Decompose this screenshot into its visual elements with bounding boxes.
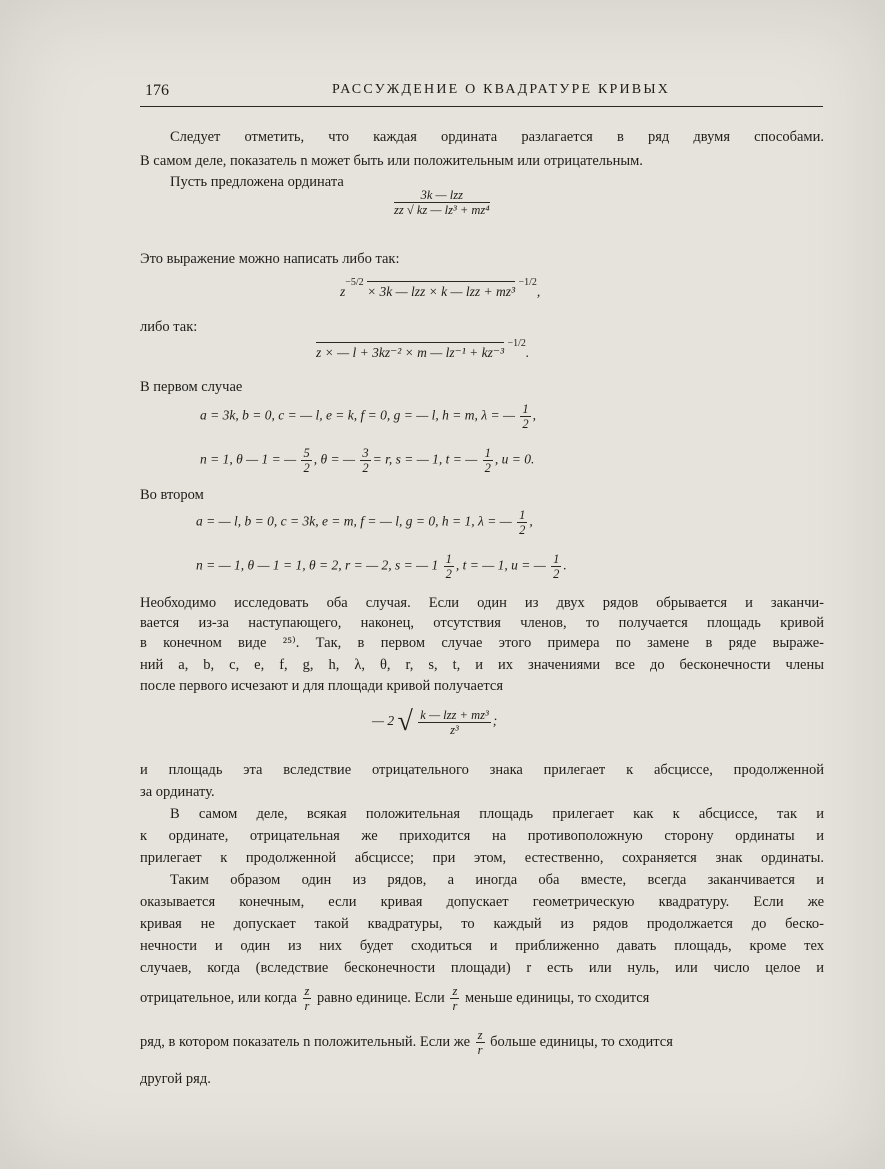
text-line: и площадь эта вследствие отрицательного знака прилегает к абсциссе, продолженной	[140, 762, 824, 778]
fraction: $\frac{3}{2}$	[362, 446, 369, 475]
header-rule	[140, 106, 823, 107]
text-line: Это выражение можно написать либо так:	[140, 251, 400, 267]
text-line-with-fractions: ряд, в котором показатель n положительный. Если же $\frac{z}{r}$ больше единицы, то сходится	[140, 1028, 673, 1057]
text-line: Следует отметить, что каждая ордината разлагается в ряд двумя способами.	[170, 129, 824, 145]
text-line: Необходимо исследовать оба случая. Если один из двух рядов обрывается и заканчи-	[140, 595, 824, 611]
running-title: РАССУЖДЕНИЕ О КВАДРАТУРЕ КРИВЫХ	[332, 82, 671, 97]
expression-second: z × — l + 3kz⁻² × m — lz⁻¹ + kz⁻³ $^{-1/2}$.	[316, 338, 530, 360]
text-line: либо так:	[140, 319, 198, 335]
expr1-lead: z	[340, 284, 346, 299]
expr1-exp: −1/2	[518, 277, 537, 288]
text-line: Во втором	[140, 487, 204, 503]
text-line: ний a, b, c, e, f, g, h, λ, θ, r, s, t, и их значениями все до бесконечности члены	[140, 657, 824, 673]
page-header	[140, 82, 823, 106]
area-fraction: $\frac{\text{k — lzz + mz³}}{\text{z³}}$	[420, 707, 489, 737]
text-line: после первого исчезают и для площади кривой получается	[140, 678, 504, 694]
text-line: Таким образом один из рядов, а иногда оба вместе, всегда заканчивается и	[170, 872, 824, 888]
case2-line2: n = — 1, θ — 1 = 1, θ = 2, r = — 2, s = — 1 $\frac{1}{2}$ , t = — 1, u = — $\frac{1}{2}$ .	[196, 552, 567, 581]
area-formula: — 2 √ $\frac{\text{k — lzz + mz³}}{\text{z³}}$ ;	[372, 706, 498, 737]
case2-line1: a = — l, b = 0, c = 3k, e = m, f = — l, g = 0, h = 1, λ = — $\frac{1}{2}$ ,	[196, 508, 533, 537]
radical-sign: √	[397, 706, 413, 737]
expr1-lead-exp: −5/2	[345, 277, 364, 288]
fraction: $\frac{1}{2}$	[445, 552, 452, 581]
text-line: Пусть предложена ордината	[170, 174, 344, 190]
text-line: случаев, когда (вследствие бесконечности площади) r есть или нуль, или число целое и	[140, 960, 824, 976]
expr1-body: × 3k — lzz × k — lzz + mz³	[367, 281, 515, 299]
text-line: в конечном виде ²⁵⁾. Так, в первом случае этого примера по замене в ряде выраже-	[140, 635, 824, 651]
text-line: оказывается конечным, если кривая допускает геометрическую квадратуру. Если же	[140, 894, 824, 910]
page-number: 176	[145, 82, 169, 99]
text-line: В самом деле, показатель n может быть или положительным или отрицательным.	[140, 153, 643, 169]
text-line: кривая не допускает такой квадратуры, то каждый из рядов продолжается до беско-	[140, 916, 824, 932]
text-line: вается из-за наступающего, наконец, отсутствия членов, то получается площадь кривой	[140, 615, 824, 631]
text-line: за ординату.	[140, 784, 215, 800]
text-line: В самом деле, всякая положительная площадь прилегает как к абсциссе, так и	[170, 806, 824, 822]
fraction: $\frac{1}{2}$	[484, 446, 491, 475]
expr2-exp: −1/2	[507, 338, 526, 349]
fraction: $\frac{z}{r}$	[304, 984, 310, 1013]
fraction: $\frac{z}{r}$	[452, 984, 458, 1013]
ordinate-formula	[392, 188, 492, 217]
text-line: к ординате, отрицательная же приходится на противоположную сторону ординаты и	[140, 828, 824, 844]
ordinate-denominator: zz √ kz — lz³ + mz⁴	[394, 203, 490, 217]
text-line-with-fractions: отрицательное, или когда $\frac{z}{r}$ равно единице. Если $\frac{z}{r}$ меньше единицы, то сходится	[140, 984, 650, 1013]
case1-line1: a = 3k, b = 0, c = — l, e = k, f = 0, g = — l, h = m, λ = — $\frac{1}{2}$ ,	[200, 402, 536, 431]
text-line: прилегает к продолженной абсциссе; при этом, естественно, сохраняется знак ординаты.	[140, 850, 824, 866]
fraction: $\frac{1}{2}$	[522, 402, 529, 431]
case1-line2: n = 1, θ — 1 = — $\frac{5}{2}$ , θ = — $\frac{3}{2}$ = r, s = — 1, t = — $\frac{1}{2}$ , u = 0.	[200, 446, 535, 475]
expr2-body: z × — l + 3kz⁻² × m — lz⁻¹ + kz⁻³	[316, 342, 504, 360]
fraction: $\frac{1}{2}$	[519, 508, 526, 537]
fraction: $\frac{5}{2}$	[303, 446, 310, 475]
expression-first: $z^{-5/2} \times 3k$ — lzz × k — lzz + mz³ $^{-1/2}$,	[340, 277, 541, 299]
fraction: $\frac{z}{r}$	[477, 1028, 483, 1057]
ordinate-numerator: 3k — lzz	[394, 188, 490, 203]
text-line: нечности и один из них будет сходиться и приближенно давать площадь, кроме тех	[140, 938, 824, 954]
fraction: $\frac{1}{2}$	[553, 552, 560, 581]
text-line: другой ряд.	[140, 1071, 211, 1087]
text-line: В первом случае	[140, 379, 243, 395]
